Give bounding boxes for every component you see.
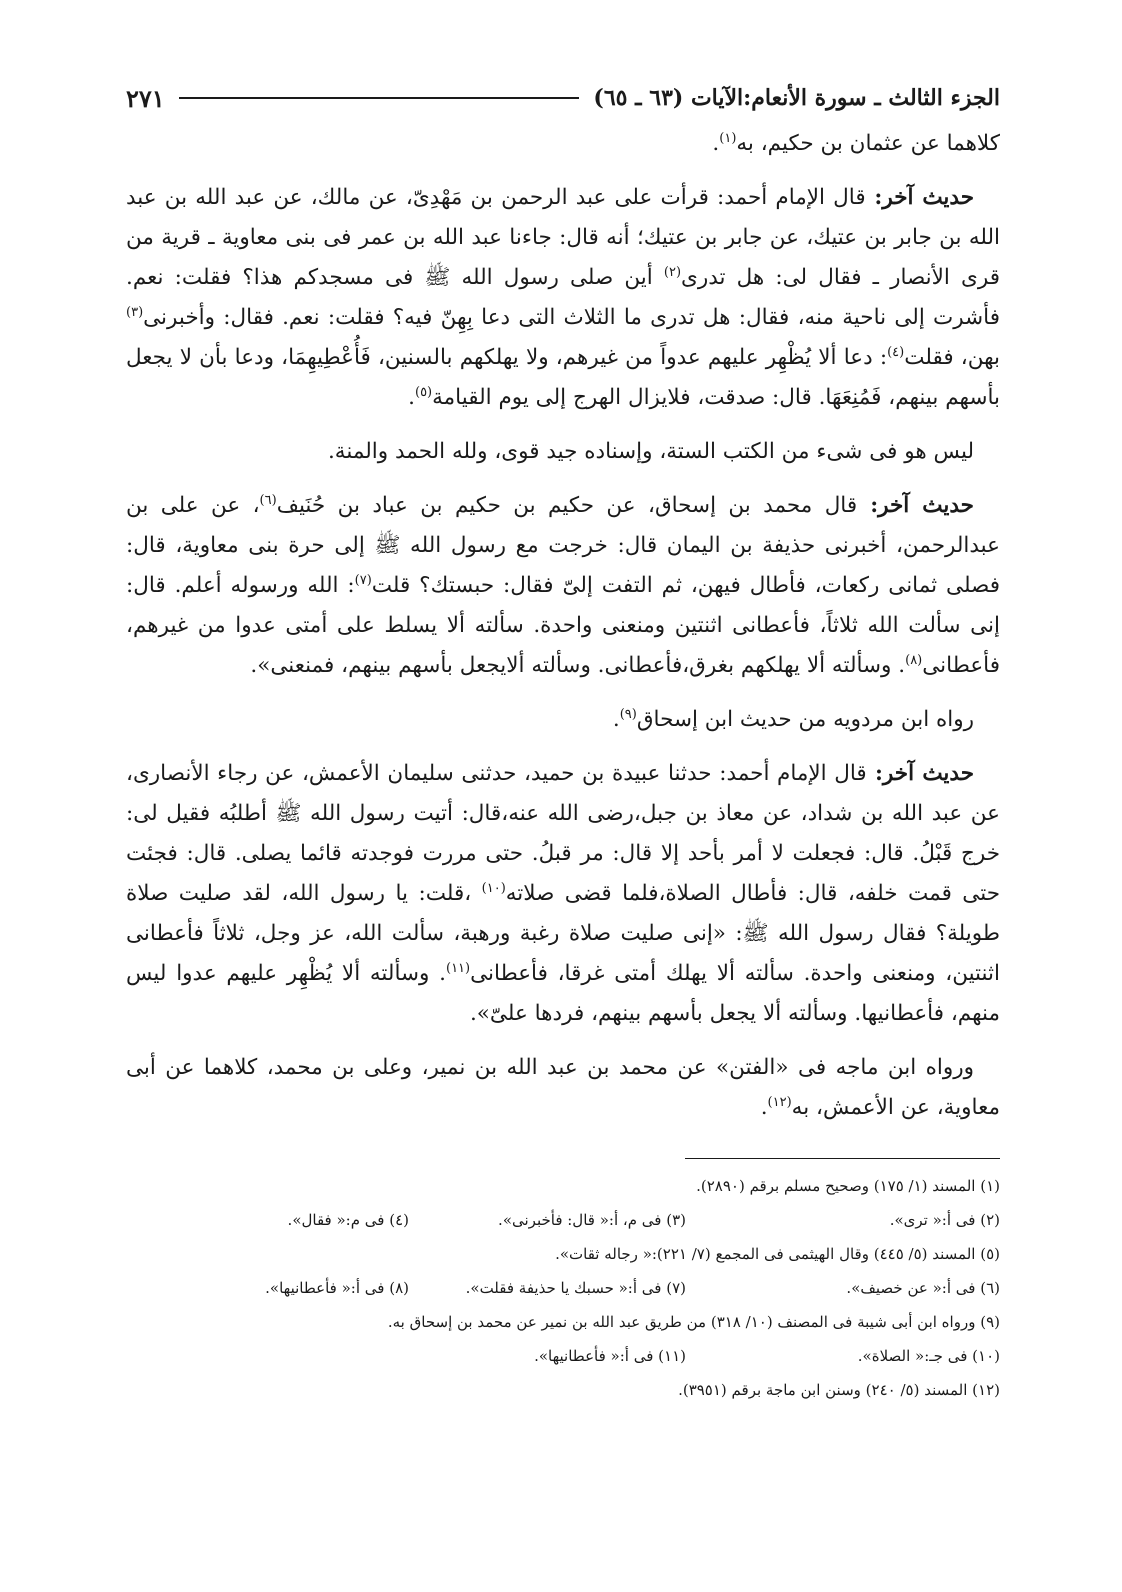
header-rule xyxy=(179,97,580,99)
footnote-ref: (١٢) xyxy=(767,1094,792,1110)
paragraph-3: ليس هو فى شىء من الكتب الستة، وإسناده جيد قوى، ولله الحمد والمنة. xyxy=(327,439,974,464)
paragraph-4: حديث آخر: قال محمد بن إسحاق، عن حكيم بن حكيم بن عباد بن حُنَيف$^{(٦)}$، عن على بن عبدالرحمن، أخبرنى حذيفة بن اليمان قال: خرجت مع رسول الله ﷺ إلى حرة بنى معاوية، قال: فصلى ثمانى ركعات، فأطال فيهن، ثم التفت إلىّ فقال: حبستك؟ قلت$^{(٧)}$: الله ورسوله أعلم. قال: إنى سألت الله ثلاثاً، فأعطانى اثنتين ومنعنى واحدة. سألته ألا يسلط على أمتى عدوا من غيرهم، فأعطانى$^{(٨)}$. وسألته ألا يهلكهم بغرق،فأعطانى. وسألته ألايجعل بأسهم بينهم، فمنعنى». xyxy=(126,492,1000,678)
footnote-ref: (١) xyxy=(719,130,737,146)
page-number: ٢٧١ xyxy=(126,83,165,113)
footnote-row xyxy=(126,1339,1000,1373)
footnote-10: (١٠) فى جـ:« الصلاة». xyxy=(857,1347,1000,1365)
footnote-12: (١٢) المسند (٥/ ٢٤٠) وسنن ابن ماجة برقم (٣٩٥١). xyxy=(678,1381,1000,1399)
page-header xyxy=(126,78,1000,118)
footnote-9: (٩) ورواه ابن أبى شيبة فى المصنف (١٠/ ٣١٨) من طريق عبد الله بن نمير عن محمد بن إسحاق به. xyxy=(387,1313,1000,1331)
footnote-ref: (٣) xyxy=(126,304,144,320)
running-title: الجزء الثالث ـ سورة الأنعام:الآيات (٦٣ ـ ٦٥) xyxy=(593,85,1000,111)
hadith-heading: حديث آخر: xyxy=(865,185,974,210)
footnote-ref: (١١) xyxy=(446,960,471,976)
paragraph-6: حديث آخر: قال الإمام أحمد: حدثنا عبيدة بن حميد، حدثنى سليمان الأعمش، عن رجاء الأنصارى، عن عبد الله بن شداد، عن معاذ بن جبل،رضى الله عنه،قال: أتيت رسول الله ﷺ أطلبُه فقيل لى: خرج قَبْلُ. قال: فجعلت لا أمر بأحد إلا قال: مر قبلُ. حتى مررت فوجدته قائما يصلى. قال: فجئت حتى قمت خلفه، قال: فأطال الصلاة،فلما قضى صلاته$^{(١٠)}$ ،قلت: يا رسول الله، لقد صليت صلاة طويلة؟ فقال رسول الله ﷺ: «إنى صليت صلاة رغبة ورهبة، سألت الله، عز وجل، ثلاثاً فأعطانى اثنتين، ومنعنى واحدة. سألته ألا يهلك أمتى غرقا، فأعطانى$^{(١١)}$. وسألته ألا يُظْهِر عليهم عدوا ليس منهم، فأعطانيها. وسألته ألا يجعل بأسهم بينهم، فردها علىّ». xyxy=(126,761,1000,1026)
footnotes xyxy=(126,1169,1000,1407)
footnote-7: (٧) فى أ:« حسبك يا حذيفة فقلت». xyxy=(465,1279,686,1297)
paragraph-5: رواه ابن مردويه من حديث ابن إسحاق$^{(٩)}$. xyxy=(612,706,974,732)
footnote-ref: (٦) xyxy=(259,492,277,508)
footnote-8: (٨) فى أ:« فأعطانيها». xyxy=(265,1279,409,1297)
footnote-2: (٢) فى أ:« ترى». xyxy=(889,1211,1000,1229)
footnote-11: (١١) فى أ:« فأعطانيها». xyxy=(534,1347,686,1365)
footnote-5: (٥) المسند (٥/ ٤٤٥) وقال الهيثمى فى المجمع (٧/ ٢٢١):« رجاله ثقات». xyxy=(555,1245,1000,1263)
footnote-row xyxy=(126,1271,1000,1305)
footnote-ref: (٥) xyxy=(414,384,433,400)
footnote-3: (٣) فى م، أ:« قال: فأخبرنى». xyxy=(498,1211,686,1229)
footnote-4: (٤) فى م:« فقال». xyxy=(287,1211,409,1229)
main-text xyxy=(126,124,1000,1128)
paragraph-7: ورواه ابن ماجه فى «الفتن» عن محمد بن عبد الله بن نمير، وعلى بن محمد، كلاهما عن أبى معاوية، عن الأعمش، به$^{(١٢)}$. xyxy=(126,1055,1000,1120)
footnote-ref: (١٠) xyxy=(481,880,506,896)
footnote-separator xyxy=(685,1158,1000,1159)
footnote-ref: (٢) xyxy=(663,264,682,280)
hadith-heading: حديث آخر: xyxy=(857,493,974,518)
footnote-ref: (٩) xyxy=(619,706,637,722)
footnote-row xyxy=(126,1203,1000,1237)
hadith-heading: حديث آخر: xyxy=(866,761,974,786)
paragraph-2: حديث آخر: قال الإمام أحمد: قرأت على عبد الرحمن بن مَهْدِىّ، عن مالك، عن عبد الله بن عبد الله بن جابر بن عتيك، عن جابر بن عتيك؛ أنه قال: جاءنا عبد الله بن عمر فى بنى معاوية ـ قرية من قرى الأنصار ـ فقال لى: هل تدرى$^{(٢)}$ أين صلى رسول الله ﷺ فى مسجدكم هذا؟ فقلت: نعم. فأشرت إلى ناحية منه، فقال: هل تدرى ما الثلاث التى دعا بِهِنّ فيه؟ فقلت: نعم. فقال: وأخبرنى$^{(٣)}$ بهن، فقلت$^{(٤)}$: دعا ألا يُظْهِر عليهم عدواً من غيرهم، ولا يهلكهم بالسنين، فَأُعْطِيهِمَا، ودعا بأن لا يجعل بأسهم بينهم، فَمُنِعَهَا. قال: صدقت، فلايزال الهرج إلى يوم القيامة$^{(٥)}$. xyxy=(126,185,1000,410)
footnote-6: (٦) فى أ:« عن خصيف». xyxy=(846,1279,1000,1297)
footnote-ref: (٧) xyxy=(354,572,372,588)
footnote-ref: (٨) xyxy=(905,652,923,668)
footnote-ref: (٤) xyxy=(887,344,905,360)
paragraph-1: كلاهما عن عثمان بن حكيم، به$^{(١)}$. xyxy=(712,130,1000,156)
footnote-1: (١) المسند (١/ ١٧٥) وصحيح مسلم برقم (٢٨٩٠). xyxy=(696,1177,1000,1195)
